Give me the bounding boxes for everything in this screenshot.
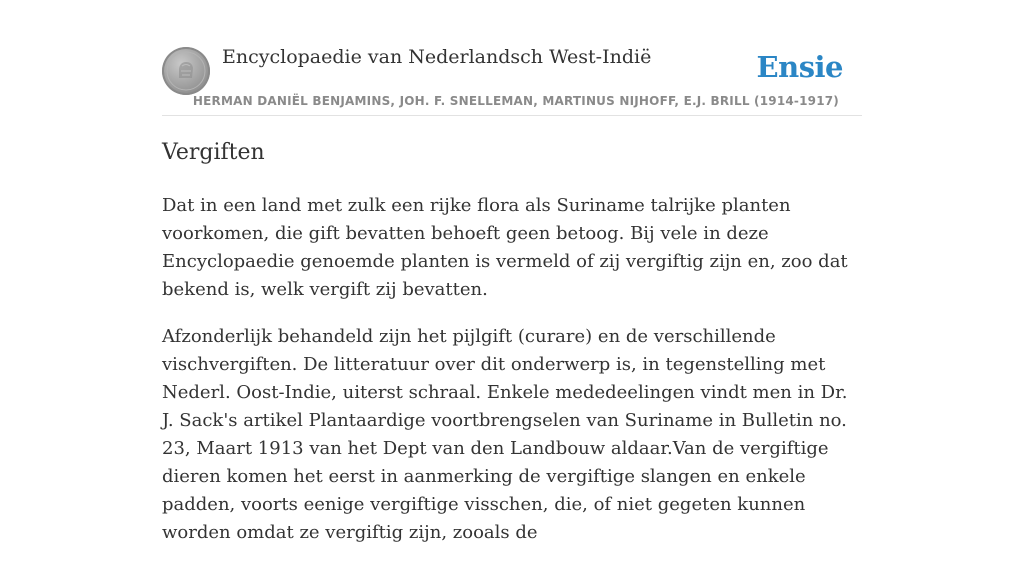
brand-logo[interactable]: Ensie xyxy=(756,50,843,84)
book-title[interactable]: Encyclopaedie van Nederlandsch West-Indië xyxy=(222,46,652,68)
article-title: Vergiften xyxy=(162,140,265,165)
article-body xyxy=(162,192,862,566)
paragraph: Afzonderlijk behandeld zijn het pijlgift (curare) en de verschillende vischvergiften. De litteratuur over dit onderwerp is, in tegenstelling met Nederl. Oost-Indie, uiterst schraal. Enkele mededeelingen vindt men in Dr. J. Sack's artikel Plantaardige voortbrengselen van Suriname in Bulletin no. 23, Maart 1913 van het Dept van den Landbouw aldaar.Van de vergiftige dieren komen het eerst in aanmerking de vergiftige slangen en enkele padden, voorts eenige vergiftige visschen, die, of niet gegeten kunnen worden omdat ze vergiftig zijn, zooals de xyxy=(162,326,848,543)
header xyxy=(162,44,862,116)
lion-emblem-icon xyxy=(162,47,210,95)
coin-icon xyxy=(162,47,210,95)
paragraph: Dat in een land met zulk een rijke flora als Suriname talrijke planten voorkomen, die gift bevatten behoeft geen betoog. Bij vele in deze Encyclopaedie genoemde planten is vermeld of zij vergiftig zijn en, zoo dat bekend is, welk vergift zij bevatten. xyxy=(162,195,848,300)
authors-line: HERMAN DANIËL BENJAMINS, JOH. F. SNELLEMAN, MARTINUS NIJHOFF, E.J. BRILL (1914-1917) xyxy=(192,94,839,108)
